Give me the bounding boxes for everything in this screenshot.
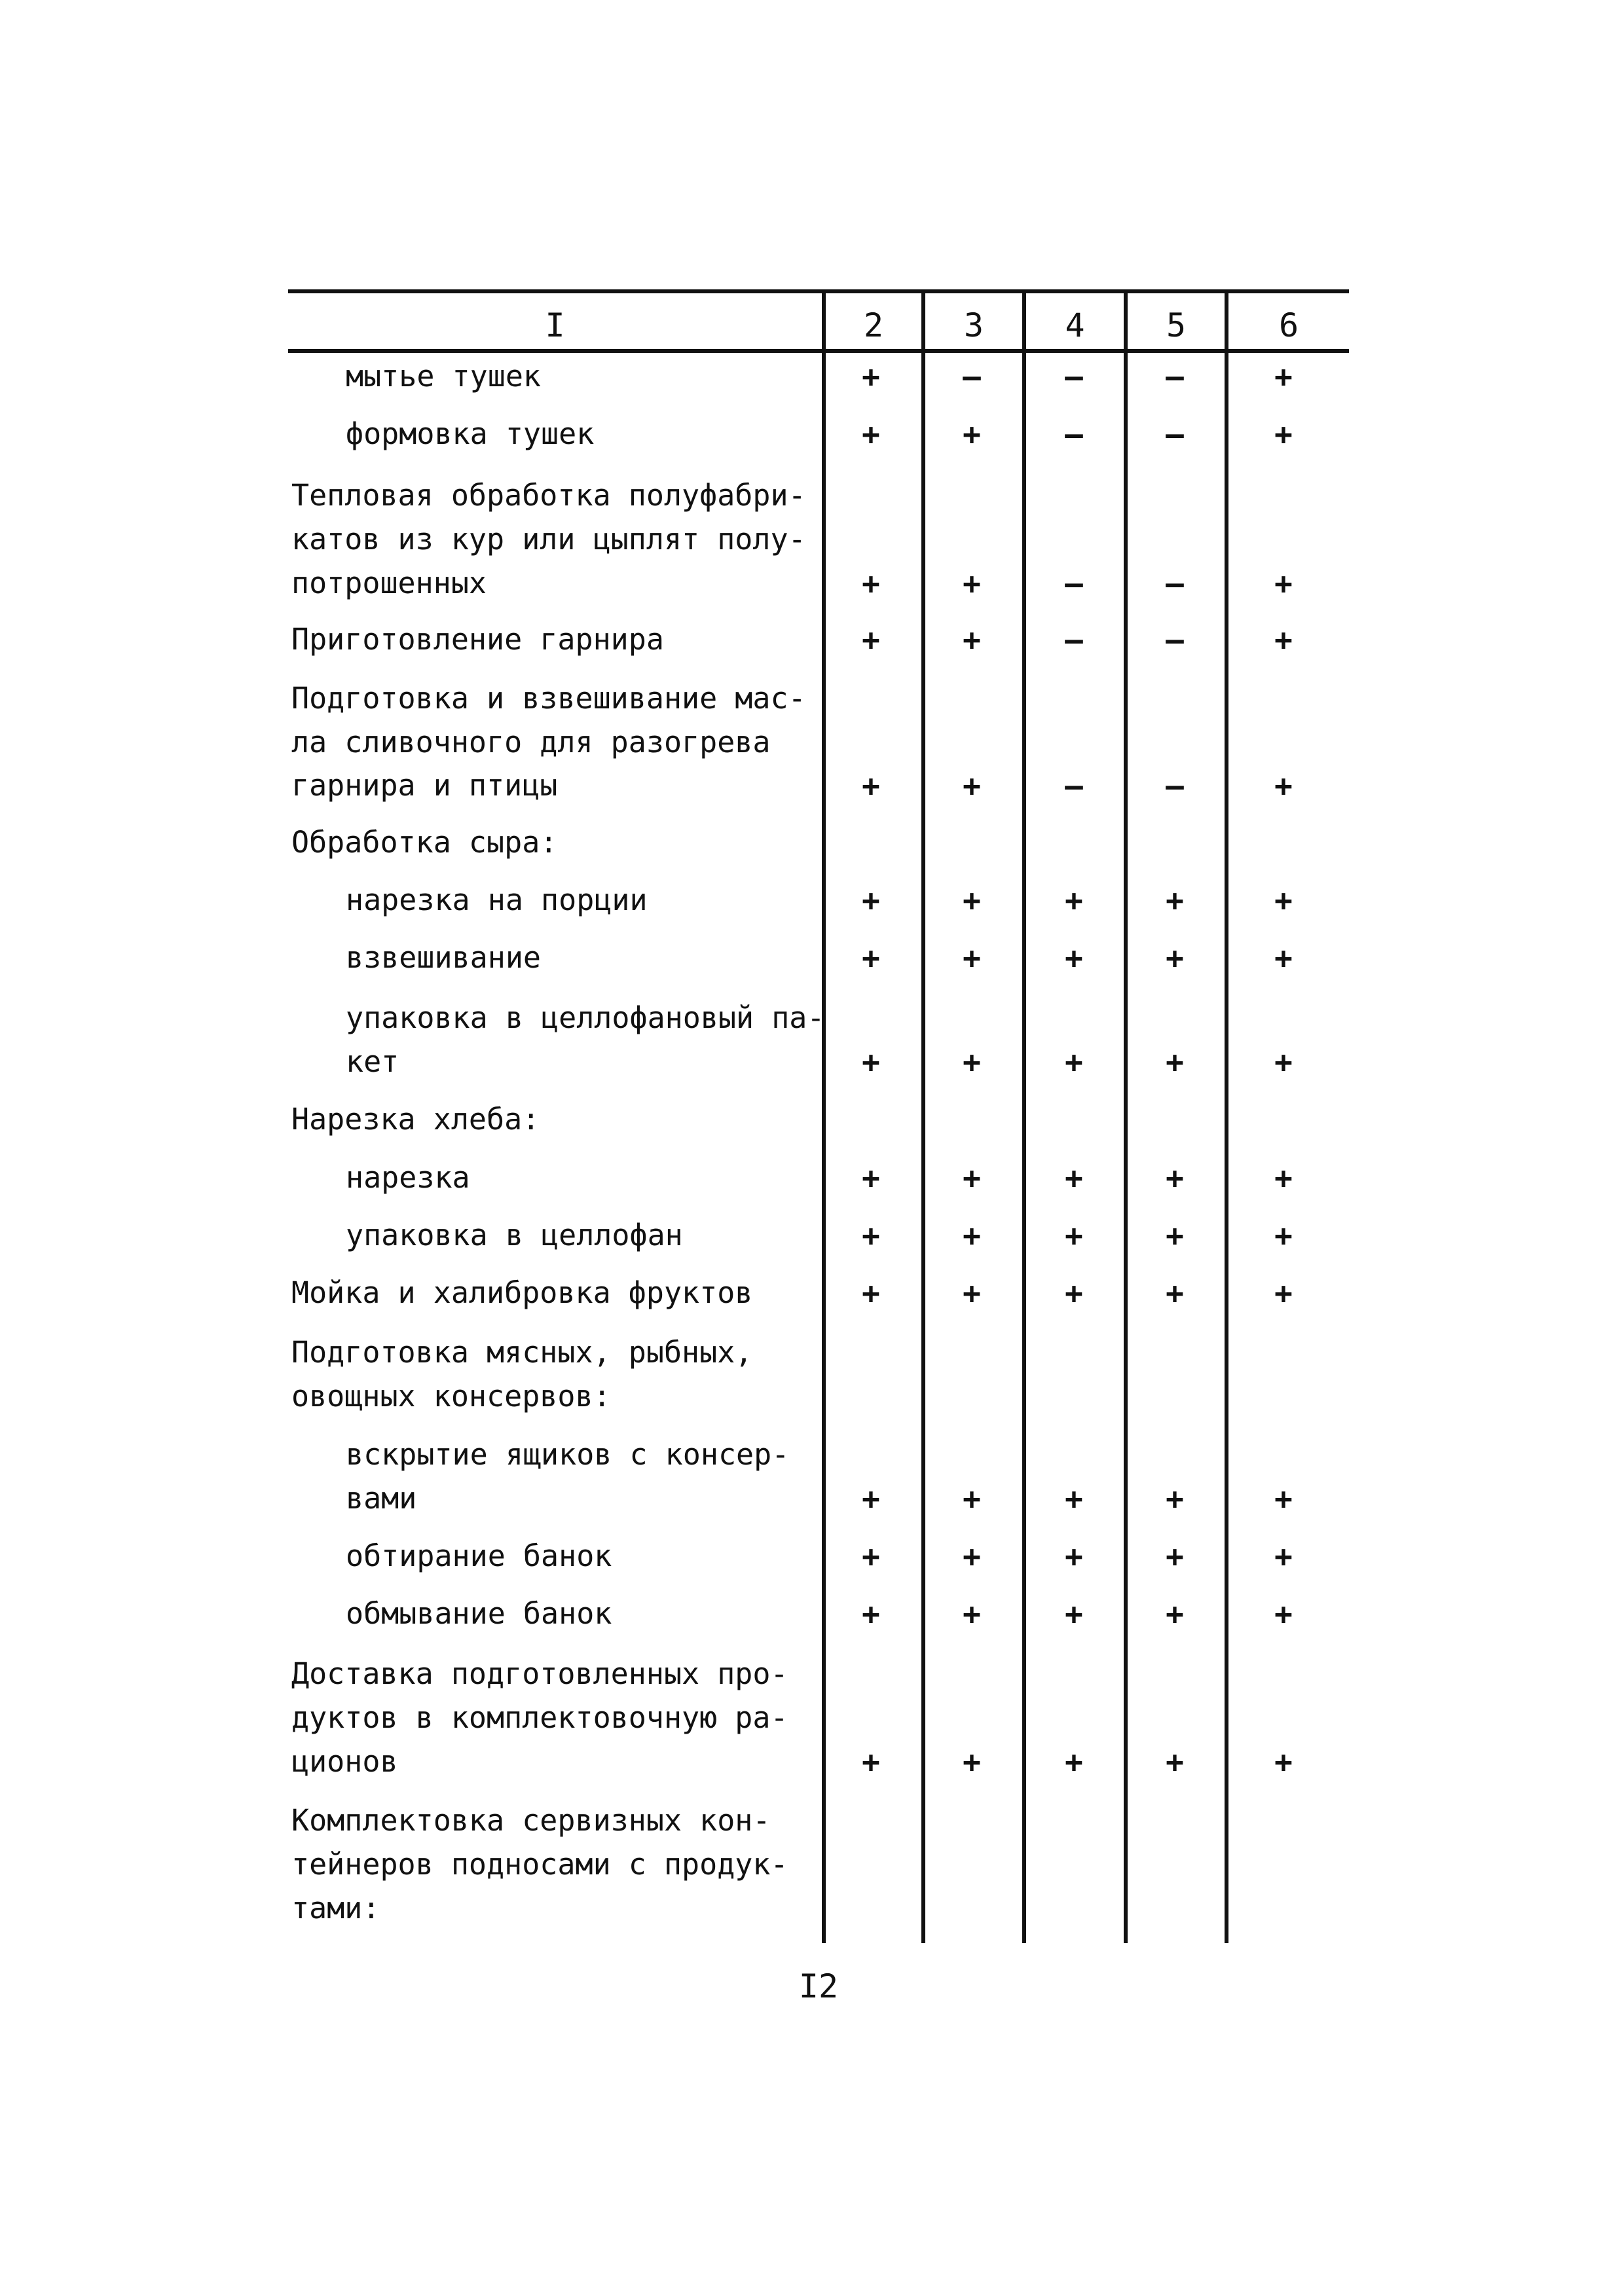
cell-mark: – bbox=[1166, 622, 1184, 657]
cell-mark: + bbox=[963, 622, 981, 657]
cell-mark: + bbox=[862, 1744, 880, 1779]
cell-mark: + bbox=[1065, 1481, 1083, 1516]
row-text-line: кет bbox=[346, 1044, 399, 1079]
cell-mark: + bbox=[963, 1044, 981, 1080]
row-text-line: дуктов в комплектовочную ра- bbox=[291, 1700, 788, 1735]
cell-mark: + bbox=[963, 566, 981, 601]
cell-mark: + bbox=[862, 1596, 880, 1631]
page-number: I2 bbox=[798, 1967, 839, 2005]
row-text-line: Мойка и халибровка фруктов bbox=[291, 1275, 753, 1310]
cell-mark: + bbox=[862, 359, 880, 394]
column-divider bbox=[1225, 293, 1228, 1943]
cell-mark: + bbox=[1274, 1481, 1293, 1516]
cell-mark: + bbox=[963, 1160, 981, 1195]
cell-mark: + bbox=[862, 768, 880, 803]
row-text-line: Подготовка и взвешивание мас- bbox=[291, 681, 806, 716]
cell-mark: + bbox=[1274, 416, 1293, 452]
cell-mark: + bbox=[1065, 1160, 1083, 1195]
header-cell: I bbox=[545, 306, 565, 344]
cell-mark: + bbox=[963, 1275, 981, 1311]
cell-mark: – bbox=[1065, 768, 1083, 803]
row-text-line: потрошенных bbox=[291, 566, 487, 600]
cell-mark: + bbox=[963, 1744, 981, 1779]
cell-mark: + bbox=[1274, 883, 1293, 918]
cell-mark: + bbox=[963, 1218, 981, 1253]
row-text-line: гарнира и птицы bbox=[291, 768, 558, 803]
column-divider bbox=[921, 293, 925, 1943]
cell-mark: + bbox=[1065, 1744, 1083, 1779]
cell-mark: – bbox=[1065, 416, 1083, 452]
row-text-line: обмывание банок bbox=[346, 1596, 612, 1631]
cell-mark: – bbox=[963, 359, 981, 394]
header-bottom-rule bbox=[288, 349, 1349, 353]
cell-mark: + bbox=[1274, 359, 1293, 394]
cell-mark: + bbox=[963, 1481, 981, 1516]
cell-mark: + bbox=[1166, 883, 1184, 918]
row-text-line: ла сливочного для разогрева bbox=[291, 725, 771, 759]
cell-mark: + bbox=[1274, 1044, 1293, 1080]
cell-mark: + bbox=[1065, 1275, 1083, 1311]
header-cell: 3 bbox=[963, 306, 984, 344]
cell-mark: + bbox=[862, 940, 880, 975]
row-text-line: Подготовка мясных, рыбных, bbox=[291, 1335, 753, 1370]
cell-mark: + bbox=[862, 1481, 880, 1516]
header-cell: 5 bbox=[1166, 306, 1187, 344]
cell-mark: + bbox=[1065, 1596, 1083, 1631]
cell-mark: – bbox=[1166, 359, 1184, 394]
row-text-line: упаковка в целлофановый па- bbox=[346, 1000, 825, 1035]
cell-mark: + bbox=[1274, 1275, 1293, 1311]
cell-mark: + bbox=[1065, 940, 1083, 975]
row-text-line: обтирание банок bbox=[346, 1539, 612, 1573]
row-text-line: вами bbox=[346, 1481, 417, 1516]
row-text-line: ционов bbox=[291, 1744, 398, 1779]
table-top-rule bbox=[288, 289, 1349, 293]
cell-mark: – bbox=[1065, 622, 1083, 657]
column-divider bbox=[822, 293, 826, 1943]
cell-mark: + bbox=[1166, 1044, 1184, 1080]
row-text-line: Доставка подготовленных про- bbox=[291, 1656, 788, 1691]
cell-mark: + bbox=[1065, 883, 1083, 918]
cell-mark: + bbox=[862, 1539, 880, 1574]
cell-mark: + bbox=[1274, 768, 1293, 803]
cell-mark: + bbox=[963, 940, 981, 975]
cell-mark: + bbox=[1065, 1218, 1083, 1253]
row-text-line: упаковка в целлофан bbox=[346, 1218, 683, 1252]
cell-mark: + bbox=[963, 1596, 981, 1631]
column-divider bbox=[1124, 293, 1128, 1943]
cell-mark: + bbox=[1274, 1596, 1293, 1631]
row-text-line: нарезка bbox=[346, 1160, 470, 1195]
cell-mark: + bbox=[1166, 1481, 1184, 1516]
cell-mark: + bbox=[1166, 1160, 1184, 1195]
cell-mark: + bbox=[1274, 1539, 1293, 1574]
cell-mark: + bbox=[963, 883, 981, 918]
row-text-line: катов из кур или цыплят полу- bbox=[291, 522, 806, 556]
cell-mark: – bbox=[1065, 566, 1083, 601]
cell-mark: + bbox=[862, 1044, 880, 1080]
cell-mark: + bbox=[1274, 940, 1293, 975]
cell-mark: + bbox=[1274, 566, 1293, 601]
row-text-line: Нарезка хлеба: bbox=[291, 1102, 540, 1137]
row-text-line: Комплектовка сервизных кон- bbox=[291, 1803, 771, 1838]
cell-mark: + bbox=[963, 768, 981, 803]
cell-mark: + bbox=[862, 1160, 880, 1195]
cell-mark: + bbox=[1166, 940, 1184, 975]
row-text-line: тами: bbox=[291, 1891, 380, 1925]
cell-mark: + bbox=[1274, 1744, 1293, 1779]
cell-mark: + bbox=[862, 1275, 880, 1311]
cell-mark: + bbox=[862, 1218, 880, 1253]
cell-mark: + bbox=[1274, 1218, 1293, 1253]
cell-mark: + bbox=[862, 883, 880, 918]
cell-mark: + bbox=[1166, 1275, 1184, 1311]
column-divider bbox=[1022, 293, 1026, 1943]
cell-mark: – bbox=[1166, 768, 1184, 803]
cell-mark: + bbox=[1274, 1160, 1293, 1195]
header-cell: 6 bbox=[1278, 306, 1299, 344]
row-text-line: взвешивание bbox=[346, 940, 542, 975]
row-text-line: Обработка сыра: bbox=[291, 825, 558, 860]
cell-mark: + bbox=[862, 622, 880, 657]
row-text-line: вскрытие ящиков с консер- bbox=[346, 1437, 790, 1472]
cell-mark: + bbox=[1274, 622, 1293, 657]
cell-mark: + bbox=[963, 1539, 981, 1574]
header-cell: 2 bbox=[863, 306, 884, 344]
cell-mark: + bbox=[1166, 1596, 1184, 1631]
row-text-line: тейнеров подносами с продук- bbox=[291, 1847, 788, 1882]
cell-mark: + bbox=[862, 416, 880, 452]
cell-mark: – bbox=[1065, 359, 1083, 394]
row-text-line: мытье тушек bbox=[346, 359, 542, 393]
row-text-line: Приготовление гарнира bbox=[291, 622, 664, 657]
header-cell: 4 bbox=[1065, 306, 1085, 344]
row-text-line: Тепловая обработка полуфабри- bbox=[291, 478, 806, 513]
cell-mark: + bbox=[1166, 1218, 1184, 1253]
cell-mark: + bbox=[1166, 1744, 1184, 1779]
cell-mark: – bbox=[1166, 566, 1184, 601]
cell-mark: + bbox=[1065, 1044, 1083, 1080]
row-text-line: формовка тушек bbox=[346, 416, 595, 451]
row-text-line: нарезка на порции bbox=[346, 883, 648, 917]
row-text-line: овощных консервов: bbox=[291, 1379, 611, 1413]
cell-mark: + bbox=[963, 416, 981, 452]
cell-mark: + bbox=[1166, 1539, 1184, 1574]
cell-mark: – bbox=[1166, 416, 1184, 452]
cell-mark: + bbox=[862, 566, 880, 601]
cell-mark: + bbox=[1065, 1539, 1083, 1574]
